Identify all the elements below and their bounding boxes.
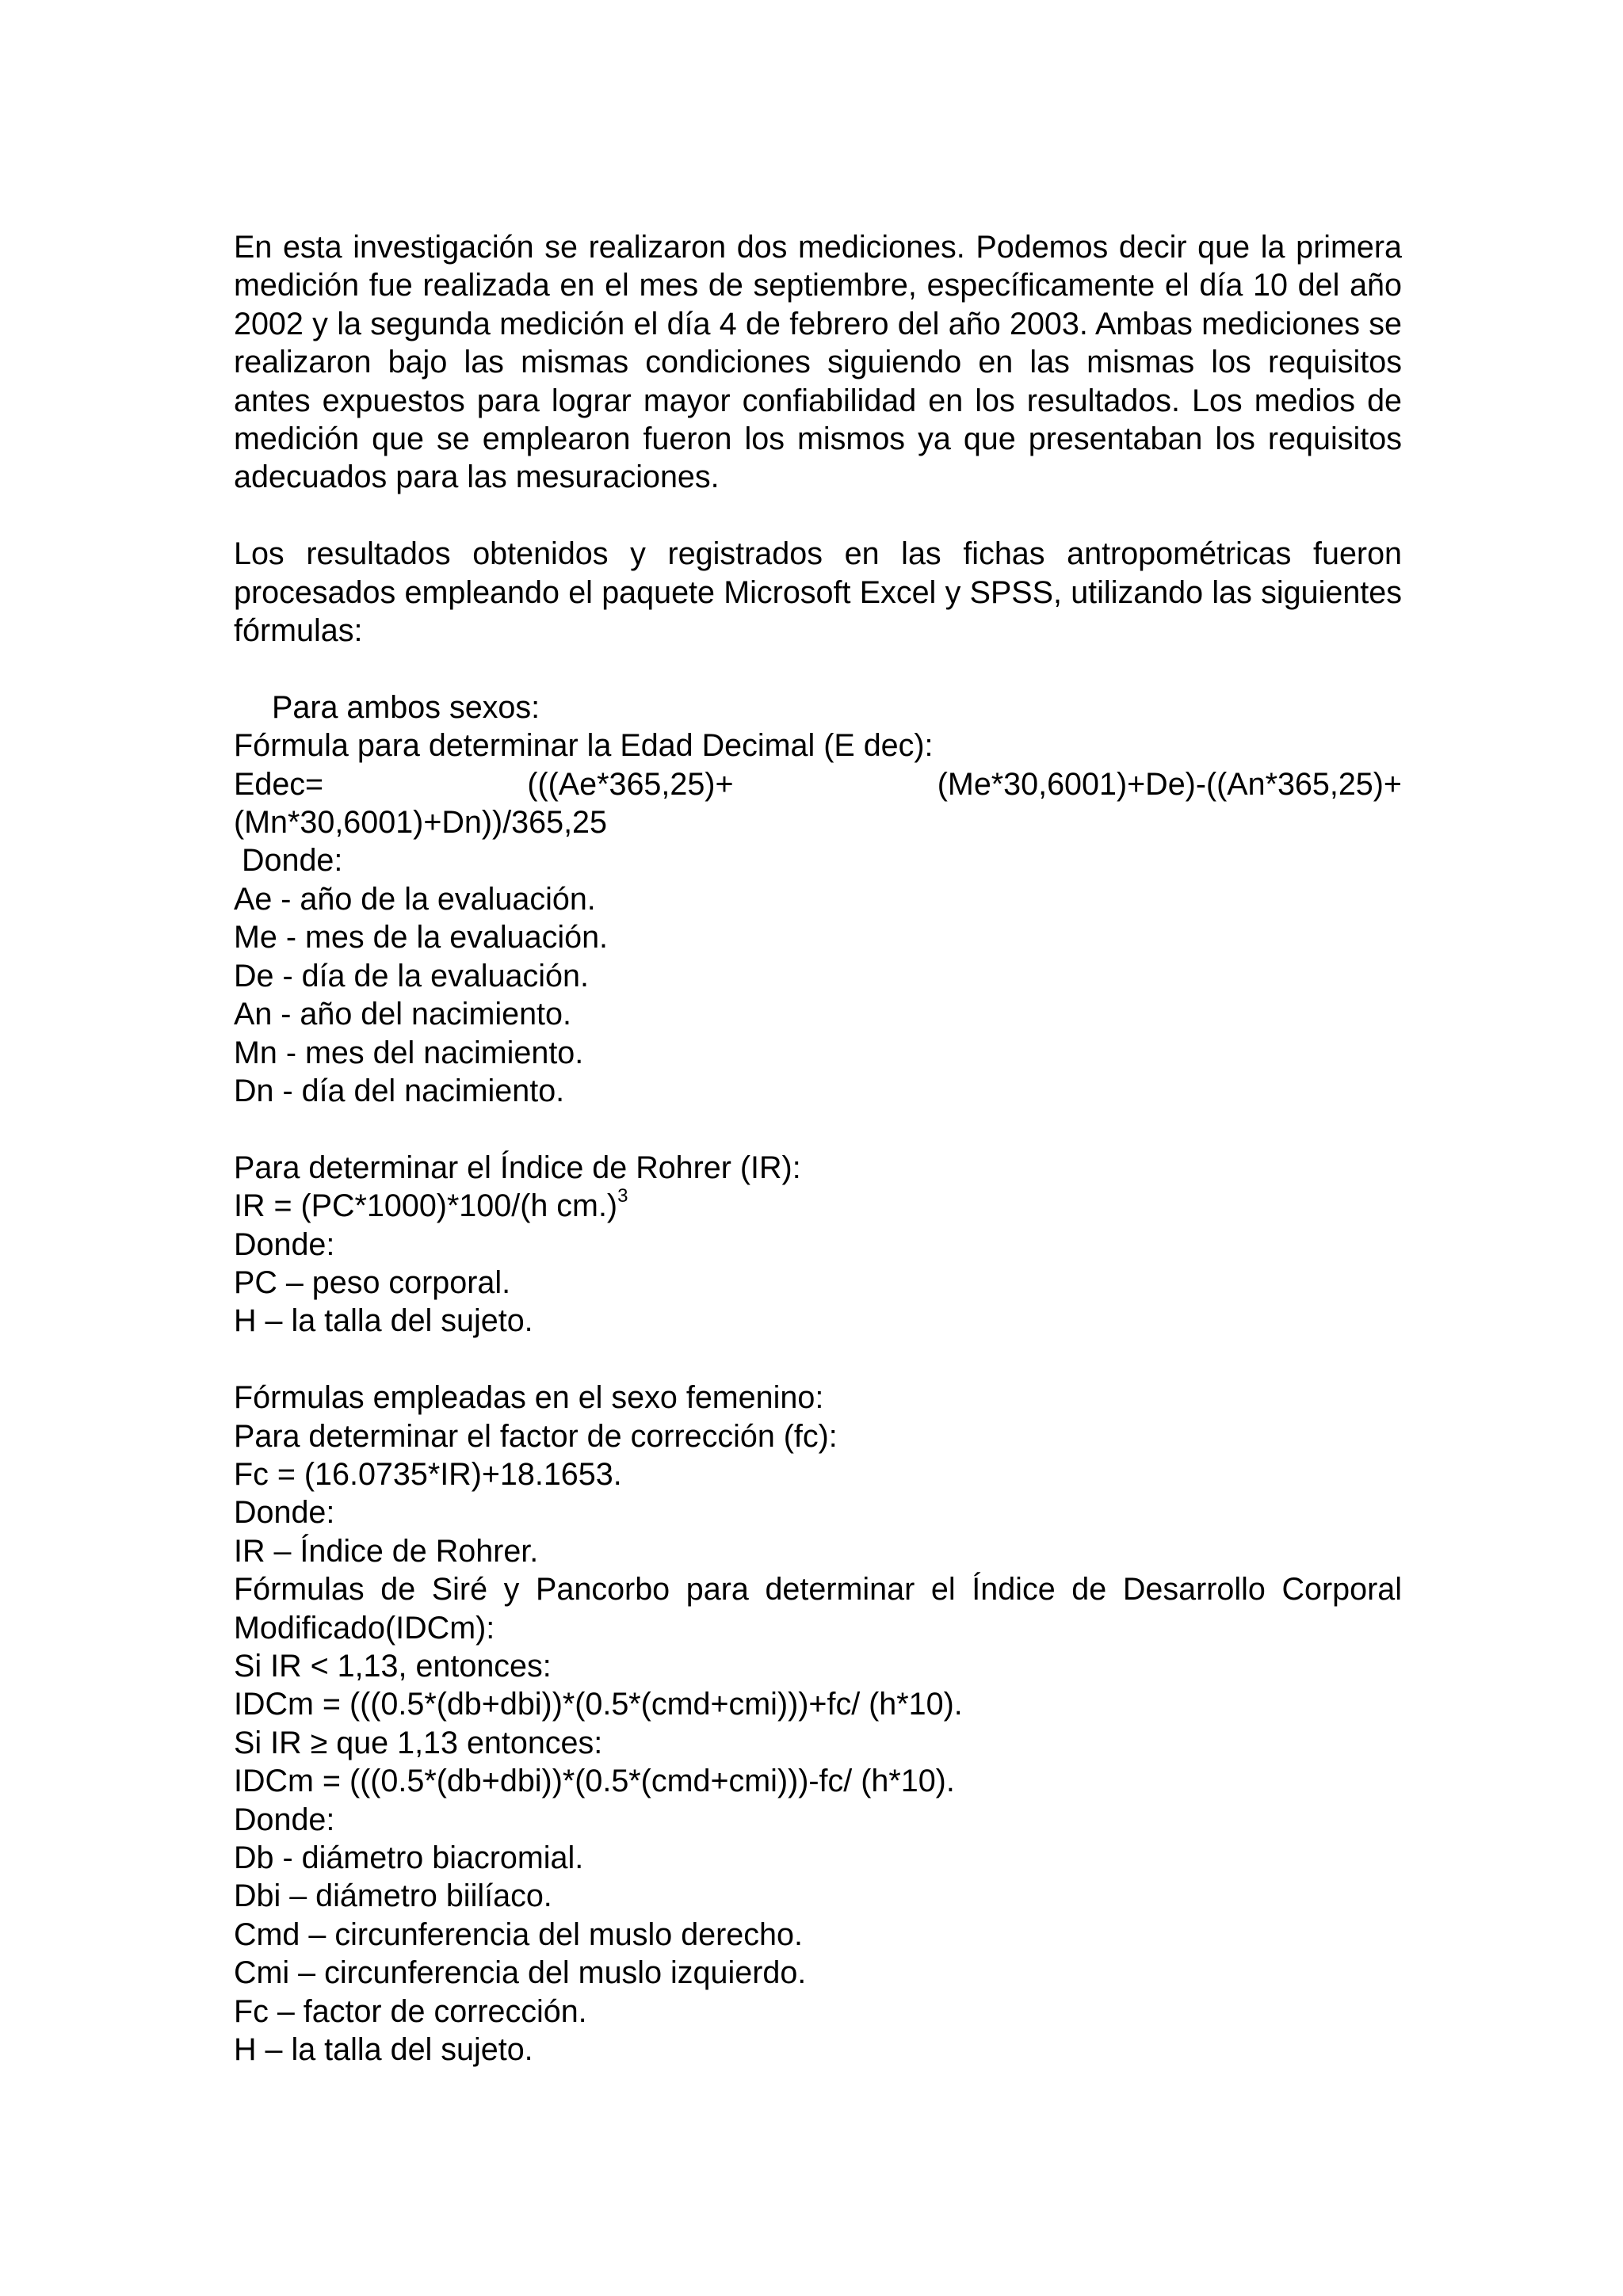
variable-def: Cmd – circunferencia del muslo derecho. (234, 1917, 803, 1952)
formula-part: (((Ae*365,25)+ (527, 766, 734, 802)
fc-formula: Fc = (16.0735*IR)+18.1653. (234, 1456, 622, 1492)
variable-def: H – la talla del sujeto. (234, 2032, 533, 2068)
variable-def: De - día de la evaluación. (234, 958, 589, 994)
edad-decimal-formula (234, 765, 1402, 803)
ambos-sexos-heading: Para ambos sexos: (272, 689, 540, 725)
formula-part: (Me*30,6001)+De)-((An*365,25)+ (937, 766, 1402, 802)
rohrer-title: Para determinar el Índice de Rohrer (IR): (234, 1150, 801, 1185)
rohrer-formula-text: IR = (PC*1000)*100/(h cm.) (234, 1188, 618, 1224)
donde-label: Donde: (234, 1226, 335, 1262)
edad-decimal-title: Fórmula para determinar la Edad Decimal (E dec): (234, 728, 934, 764)
condition-1: Si IR < 1,13, entonces: (234, 1648, 552, 1684)
variable-def: Me - mes de la evaluación. (234, 920, 609, 955)
variable-def: Db - diámetro biacromial. (234, 1840, 584, 1875)
variable-def: PC – peso corporal. (234, 1264, 511, 1300)
exponent: 3 (617, 1185, 628, 1207)
variable-def: Fc – factor de corrección. (234, 1993, 587, 2029)
condition-2: Si IR ≥ que 1,13 entonces: (234, 1725, 603, 1760)
edad-decimal-formula-cont: (Mn*30,6001)+Dn))/365,25 (234, 805, 607, 841)
formula-part: Edec= (234, 766, 324, 802)
idcm-title: Fórmulas de Siré y Pancorbo para determinar el Índice de Desarrollo Corporal Modificado(IDCm): (234, 1572, 1402, 1646)
variable-def: H – la talla del sujeto. (234, 1303, 533, 1339)
variable-def: Dbi – diámetro biilíaco. (234, 1878, 552, 1914)
femenino-heading: Fórmulas empleadas en el sexo femenino: (234, 1380, 824, 1416)
donde-label: Donde: (234, 1802, 335, 1837)
variable-def: Ae - año de la evaluación. (234, 881, 596, 917)
rohrer-formula (234, 1187, 1402, 1225)
variable-def: Mn - mes del nacimiento. (234, 1035, 584, 1070)
idcm-formula-1: IDCm = (((0.5*(db+dbi))*(0.5*(cmd+cmi)))+fc/ (h*10). (234, 1687, 963, 1722)
variable-def: An - año del nacimiento. (234, 997, 571, 1032)
spacer (234, 650, 1402, 688)
spacer (234, 497, 1402, 535)
fc-title: Para determinar el factor de corrección (fc): (234, 1418, 838, 1454)
spacer (234, 1110, 1402, 1148)
paragraph-mediciones: En esta investigación se realizaron dos mediciones. Podemos decir que la primera medición fue realizada en el mes de septiembre, específicamente el día 10 del año 2002 y la segunda medición el día 4 de febrero del año 2003. Ambas mediciones se realizaron bajo las mismas condiciones siguiendo en las mismas los requisitos antes expuestos para lograr mayor confiabilidad en los resultados. Los medios de medición que se emplearon fueron los mismos ya que presentaban los requisitos adecuados para las mesuraciones. (234, 230, 1402, 495)
donde-label: Donde: (234, 1495, 335, 1531)
paragraph-procesamiento: Los resultados obtenidos y registrados en las fichas antropométricas fueron procesados empleando el paquete Microsoft Excel y SPSS, utilizando las siguientes fórmulas: (234, 536, 1402, 649)
ir-definition: IR – Índice de Rohrer. (234, 1533, 539, 1569)
variable-def: Dn - día del nacimiento. (234, 1073, 565, 1108)
document-page (234, 228, 1402, 2069)
donde-label: Donde: (242, 843, 343, 879)
spacer (234, 1341, 1402, 1379)
idcm-formula-2: IDCm = (((0.5*(db+dbi))*(0.5*(cmd+cmi)))-fc/ (h*10). (234, 1764, 955, 1799)
variable-def: Cmi – circunferencia del muslo izquierdo. (234, 1955, 807, 1991)
